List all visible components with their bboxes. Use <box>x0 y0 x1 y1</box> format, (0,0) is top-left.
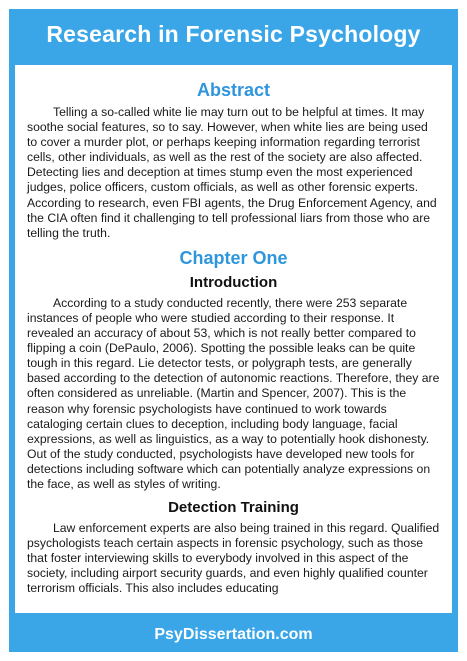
abstract-paragraph: Telling a so-called white lie may turn out to be helpful at times. It may soothe social features, so to say. However, when white lies are being used to cover a murder plot, or perhaps keeping information regarding terrorist cells, other individuals, as well as the rest of the society are also affected. Detecting lies and deception at times stump even the most experienced judges, police officers, custom officials, as well as other forensic experts. According to research, even FBI agents, the Drug Enforcement Agency, and the CIA often find it challenging to tell professional liars from those who are telling the truth. <box>27 105 437 240</box>
page-title: Research in Forensic Psychology <box>46 20 421 47</box>
detection-training-heading: Detection Training <box>168 499 299 517</box>
footer-site-link[interactable]: PsyDissertation.com <box>154 625 313 643</box>
detection-training-paragraph: Law enforcement experts are also being trained in this regard. Qualified psychologists teach certain aspects in forensic psychology, such as those that foster interviewing skills to everybody involved in this aspect of the society, including airport security guards, and even highly qualified counter terrorism officials. This also includes educating <box>27 521 440 596</box>
document-body <box>15 65 452 613</box>
introduction-heading: Introduction <box>189 273 278 291</box>
page-frame <box>9 9 458 652</box>
chapter-heading: Chapter One <box>179 247 288 268</box>
abstract-heading: Abstract <box>196 80 271 100</box>
introduction-paragraph: According to a study conducted recently, there were 253 separate instances of people who were studied according to their response. It revealed an accuracy of about 53, which is not really better compared to flipping a coin (DePaulo, 2006). Spotting the possible leaks can be quite tough in this regard. Lie detector tests, or polygraph tests, are generally based according to the detection of autonomic reactions. Therefore, they are often considered as unreliable. (Martin and Spencer, 2007). This is the reason why forensic psychologists have continued to work towards cataloging certain clues to deception, including body language, facial expressions, as well as linguistics, as a way to potentially hook dishonesty. Out of the study conducted, psychologists have developed new tools for detections including software which can potentially analyze expressions on the face, as well as styles of writing. <box>27 295 440 491</box>
